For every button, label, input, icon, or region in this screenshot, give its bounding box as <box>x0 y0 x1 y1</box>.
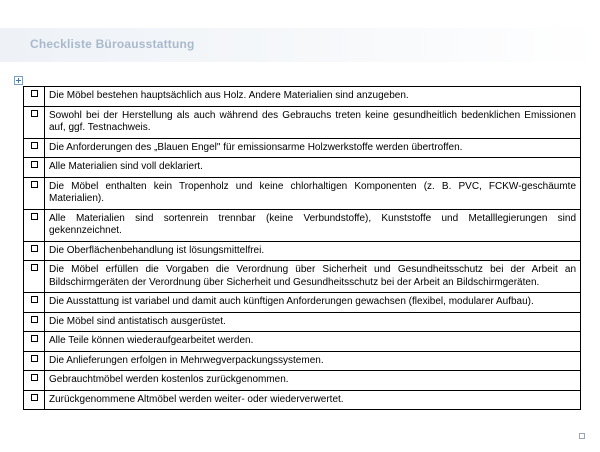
checklist-item-text: Zurückgenommene Altmöbel werden weiter- oder wiederverwertet. <box>45 390 581 410</box>
checkbox-icon[interactable] <box>31 296 38 303</box>
checkbox-cell <box>24 351 45 371</box>
checklist-row <box>24 158 581 178</box>
checkbox-cell <box>24 293 45 313</box>
checklist-item-text: Gebrauchtmöbel werden kostenlos zurückgenommen. <box>45 371 581 391</box>
checkbox-cell <box>24 106 45 138</box>
checklist-row <box>24 209 581 241</box>
checkbox-icon[interactable] <box>31 213 38 220</box>
checklist-row <box>24 241 581 261</box>
checkbox-cell <box>24 241 45 261</box>
checklist-row <box>24 293 581 313</box>
checkbox-icon[interactable] <box>31 264 38 271</box>
checkbox-cell <box>24 138 45 158</box>
checkbox-cell <box>24 87 45 107</box>
checklist-item-text: Die Anforderungen des „Blauen Engel" für emissionsarme Holzwerkstoffe werden übertroffen. <box>45 138 581 158</box>
checklist-row <box>24 138 581 158</box>
checkbox-icon[interactable] <box>31 161 38 168</box>
checklist-table <box>23 86 581 410</box>
checklist-item-text: Die Möbel bestehen hauptsächlich aus Holz. Andere Materialien sind anzugeben. <box>45 87 581 107</box>
checkbox-icon[interactable] <box>31 90 38 97</box>
checkbox-cell <box>24 312 45 332</box>
checklist-row <box>24 371 581 391</box>
checkbox-icon[interactable] <box>31 142 38 149</box>
checklist-item-text: Die Möbel sind antistatisch ausgerüstet. <box>45 312 581 332</box>
checkbox-cell <box>24 261 45 293</box>
checkbox-cell <box>24 390 45 410</box>
checkbox-icon[interactable] <box>31 181 38 188</box>
checkbox-icon[interactable] <box>31 316 38 323</box>
checkbox-cell <box>24 209 45 241</box>
end-mark-icon <box>579 433 585 439</box>
checklist-item-text: Alle Materialien sind voll deklariert. <box>45 158 581 178</box>
checklist-row <box>24 106 581 138</box>
checklist-item-text: Die Möbel erfüllen die Vorgaben die Verordnung über Sicherheit und Gesundheitsschutz bei der Arbeit an Bildschirmgeräten der Verordnung über Sicherheit und Gesundheitsschutz bei der Arbeit an Bildschirmgeräten. <box>45 261 581 293</box>
checklist-row <box>24 351 581 371</box>
table-move-handle-icon[interactable] <box>14 76 23 85</box>
checklist-row <box>24 390 581 410</box>
checkbox-cell <box>24 158 45 178</box>
checkbox-cell <box>24 177 45 209</box>
checkbox-icon[interactable] <box>31 110 38 117</box>
checklist-item-text: Sowohl bei der Herstellung als auch während des Gebrauchs treten keine gesundheitlich bedenklichen Emissionen auf, ggf. Testnachweis. <box>45 106 581 138</box>
checklist-item-text: Alle Materialien sind sortenrein trennbar (keine Verbundstoffe), Kunststoffe und Metalllegierungen sind gekennzeichnet. <box>45 209 581 241</box>
checkbox-icon[interactable] <box>31 355 38 362</box>
checklist-row <box>24 332 581 352</box>
checklist-item-text: Alle Teile können wiederaufgearbeitet werden. <box>45 332 581 352</box>
checklist-row <box>24 177 581 209</box>
checklist-row <box>24 261 581 293</box>
checkbox-icon[interactable] <box>31 374 38 381</box>
checklist-item-text: Die Ausstattung ist variabel und damit auch künftigen Anforderungen gewachsen (flexibel, modularer Aufbau). <box>45 293 581 313</box>
checklist-item-text: Die Oberflächenbehandlung ist lösungsmittelfrei. <box>45 241 581 261</box>
checkbox-icon[interactable] <box>31 245 38 252</box>
page-title: Checkliste Büroausstattung <box>30 37 195 51</box>
checkbox-icon[interactable] <box>31 335 38 342</box>
checklist-item-text: Die Möbel enthalten kein Tropenholz und keine chlorhaltigen Komponenten (z. B. PVC, FCKW-geschäumte Materialien). <box>45 177 581 209</box>
checkbox-cell <box>24 332 45 352</box>
checkbox-icon[interactable] <box>31 394 38 401</box>
checklist-row <box>24 312 581 332</box>
checkbox-cell <box>24 371 45 391</box>
checklist-item-text: Die Anlieferungen erfolgen in Mehrwegverpackungssystemen. <box>45 351 581 371</box>
checklist-row <box>24 87 581 107</box>
